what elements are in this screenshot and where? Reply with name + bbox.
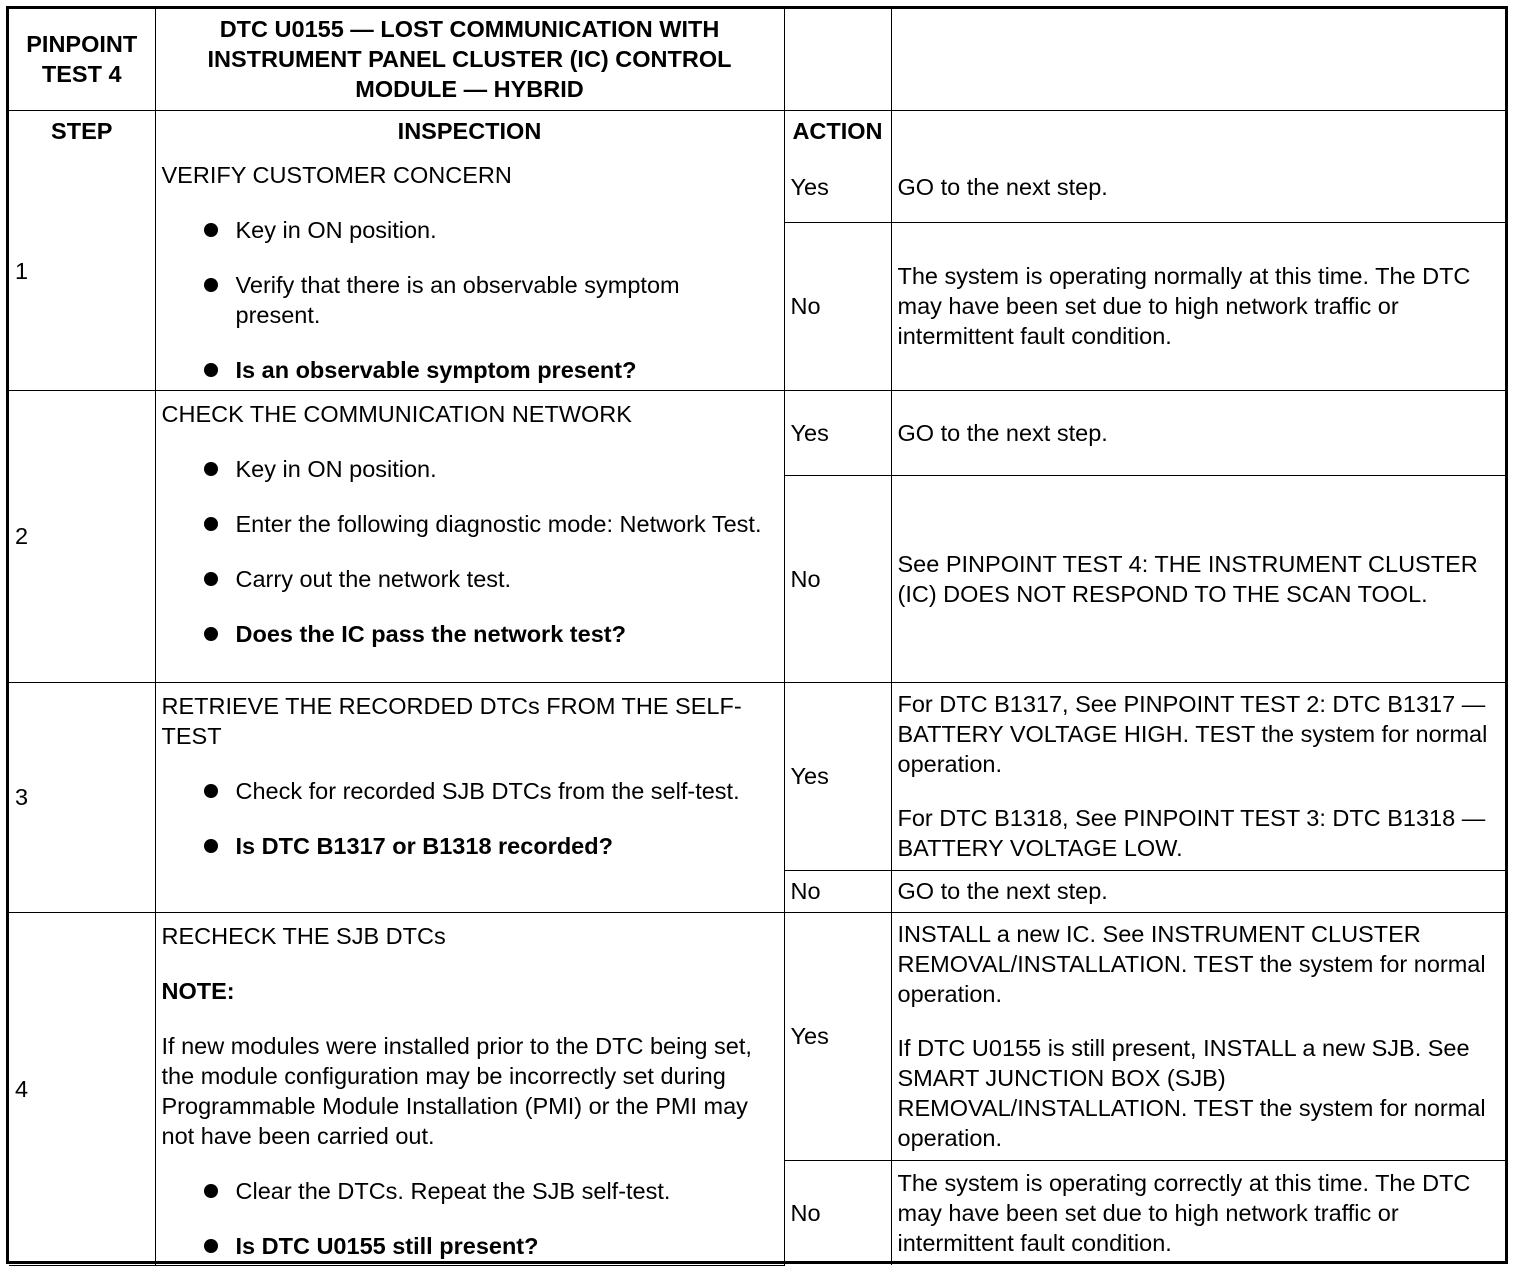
action-text: INSTALL a new IC. See INSTRUMENT CLUSTER REMOVAL/INSTALLATION. TEST the system for normal operation. <box>897 921 1486 1007</box>
action-text: For DTC B1318, See PINPOINT TEST 3: DTC B1318 — BATTERY VOLTAGE LOW. <box>897 805 1486 861</box>
instruction-item <box>204 1176 770 1206</box>
table-title: DTC U0155 — LOST COMMUNICATION WITH INSTRUMENT PANEL CLUSTER (IC) CONTROL MODULE — HYBRID <box>155 9 784 110</box>
instruction-question <box>204 831 770 861</box>
bullet-icon <box>204 784 218 798</box>
instruction-item <box>204 270 770 330</box>
instruction-item <box>204 776 770 806</box>
question-text: Is DTC U0155 still present? <box>235 1232 539 1259</box>
pinpoint-test-table <box>6 6 1508 1264</box>
step-inspection <box>155 390 784 682</box>
step-number: 3 <box>9 682 155 912</box>
step-row <box>9 682 1505 870</box>
action-yes-label: Yes <box>784 912 891 1160</box>
step-inspection <box>155 152 784 390</box>
bullet-icon <box>204 278 218 292</box>
action-yes-result <box>891 152 1505 222</box>
action-yes-result <box>891 390 1505 475</box>
action-yes-label: Yes <box>784 682 891 870</box>
header-empty-cell <box>891 9 1505 110</box>
bullet-icon <box>204 462 218 476</box>
instruction-list <box>162 454 770 649</box>
column-header-action: ACTION <box>784 110 891 152</box>
instruction-list <box>162 776 770 861</box>
instruction-text: Carry out the network test. <box>235 565 512 592</box>
instruction-list <box>162 1176 770 1261</box>
instruction-text: Key in ON position. <box>235 455 437 482</box>
action-yes-label: Yes <box>784 390 891 475</box>
step-heading: RECHECK THE SJB DTCs <box>161 922 446 949</box>
step-row <box>9 152 1505 222</box>
header-empty-cell <box>891 110 1505 152</box>
bullet-icon <box>204 517 218 531</box>
bullet-icon <box>204 223 218 237</box>
question-text: Does the IC pass the network test? <box>235 620 626 647</box>
action-text: If DTC U0155 is still present, INSTALL a new SJB. See SMART JUNCTION BOX (SJB) REMOVAL/INSTALLATION. TEST the system for normal operation. <box>897 1035 1486 1151</box>
column-header-step: STEP <box>9 110 155 152</box>
bullet-icon <box>204 1184 218 1198</box>
note-label: NOTE: <box>161 977 235 1004</box>
step-row <box>9 912 1505 1160</box>
bullet-icon <box>204 839 218 853</box>
action-text: GO to the next step. <box>897 173 1108 200</box>
action-text: For DTC B1317, See PINPOINT TEST 2: DTC B1317 — BATTERY VOLTAGE HIGH. TEST the system for normal operation. <box>897 691 1488 777</box>
step-number: 4 <box>9 912 155 1265</box>
action-text: GO to the next step. <box>897 878 1108 904</box>
action-no-result <box>891 475 1505 682</box>
instruction-question <box>204 1231 770 1261</box>
action-no-label: No <box>784 1160 891 1265</box>
action-yes-result <box>891 912 1505 1160</box>
instruction-item <box>204 215 770 245</box>
action-yes-result <box>891 682 1505 870</box>
bullet-icon <box>204 572 218 586</box>
step-inspection <box>155 912 784 1265</box>
instruction-item <box>204 509 770 539</box>
instruction-list <box>162 215 770 385</box>
question-text: Is DTC B1317 or B1318 recorded? <box>235 832 613 859</box>
action-no-result <box>891 1160 1505 1265</box>
step-number: 2 <box>9 390 155 682</box>
action-no-label: No <box>784 475 891 682</box>
action-text: See PINPOINT TEST 4: THE INSTRUMENT CLUSTER (IC) DOES NOT RESPOND TO THE SCAN TOOL. <box>897 550 1478 607</box>
header-empty-cell <box>784 9 891 110</box>
action-text: The system is operating normally at this time. The DTC may have been set due to high network traffic or intermittent fault condition. <box>897 263 1471 349</box>
step-heading: VERIFY CUSTOMER CONCERN <box>161 162 512 188</box>
action-no-result <box>891 870 1505 912</box>
instruction-item <box>204 564 770 594</box>
instruction-text: Check for recorded SJB DTCs from the self-test. <box>235 777 740 804</box>
pinpoint-label: PINPOINT TEST 4 <box>9 9 155 110</box>
question-text: Is an observable symptom present? <box>235 357 637 383</box>
action-no-label: No <box>784 870 891 912</box>
instruction-question <box>204 355 770 385</box>
bullet-icon <box>204 1239 218 1253</box>
step-number: 1 <box>9 152 155 390</box>
instruction-text: Enter the following diagnostic mode: Network Test. <box>235 510 762 537</box>
instruction-text: Verify that there is an observable symptom present. <box>235 272 680 328</box>
instruction-question <box>204 619 770 649</box>
column-header-inspection: INSPECTION <box>155 110 784 152</box>
step-inspection <box>155 682 784 912</box>
action-no-label: No <box>784 222 891 390</box>
action-text: The system is operating correctly at this time. The DTC may have been set due to high network traffic or intermittent fault condition. <box>897 1169 1471 1256</box>
instruction-text: Clear the DTCs. Repeat the SJB self-test. <box>235 1177 671 1204</box>
note-text: If new modules were installed prior to the DTC being set, the module configuration may be incorrectly set during Programmable Module Installation (PMI) or the PMI may not have been carried out. <box>161 1032 752 1149</box>
action-yes-label: Yes <box>784 152 891 222</box>
bullet-icon <box>204 627 218 641</box>
bullet-icon <box>204 363 218 377</box>
action-text: GO to the next step. <box>897 419 1108 446</box>
action-no-result <box>891 222 1505 390</box>
step-heading: CHECK THE COMMUNICATION NETWORK <box>161 400 632 427</box>
step-heading: RETRIEVE THE RECORDED DTCs FROM THE SELF-TEST <box>161 692 742 749</box>
instruction-text: Key in ON position. <box>235 217 437 243</box>
step-row <box>9 390 1505 475</box>
instruction-item <box>204 454 770 484</box>
